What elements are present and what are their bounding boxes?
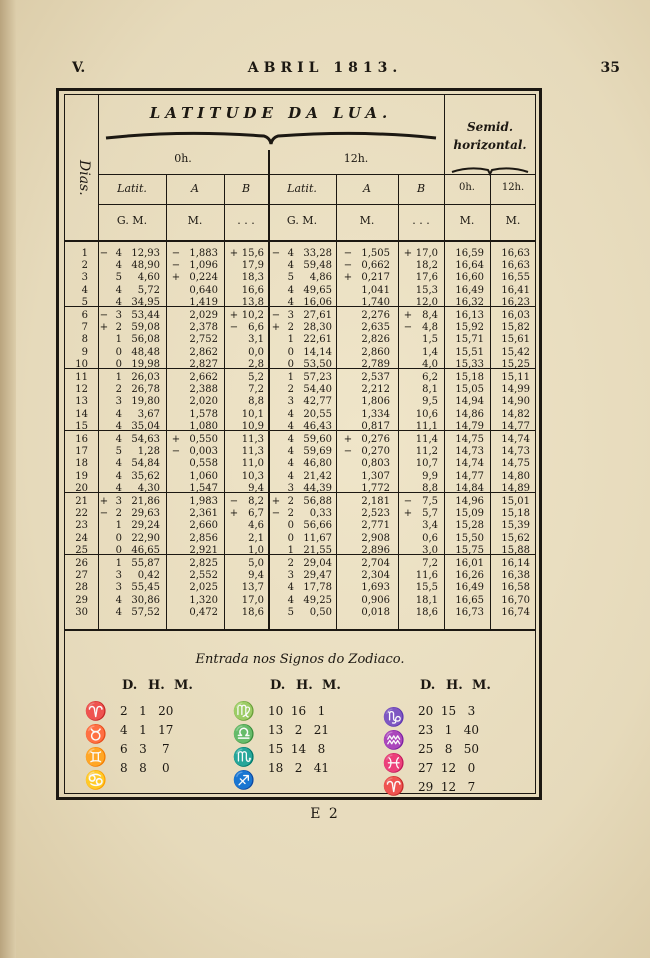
zodiac-sign-icon: ♈ [382,776,406,797]
block-2-a0: 2,029 2,378 2,752 2,862 2,827 [189,310,218,370]
zodiac-sign-icon: ♋ [84,770,108,791]
block-2-b0-sign: + − [229,310,239,334]
block-4-lat12-g: 4 4 4 4 3 [287,434,294,494]
block-1-a12: 1,505 0,662 0,217 1,041 1,740 [361,248,390,308]
block-6-lat0-m: 55,87 0,42 55,45 30,86 57,52 [131,558,160,618]
block-2-s0: 16,13 15,92 15,71 15,51 15,33 [455,310,484,370]
zodiac-sign-icon: ♎ [232,724,256,745]
block-1-b0-sign: + [229,248,239,259]
block-6-a0: 2,825 2,552 2,025 1,320 0,472 [189,558,218,618]
zodiac-sign-icon: ♒ [382,730,406,751]
block-1-lat0-m: 12,93 48,90 4,60 5,72 34,95 [131,248,160,308]
zodiac-group-2-header-2: H. [296,678,313,693]
block-1-s12: 16,63 16,63 16,55 16,41 16,23 [501,248,530,308]
zodiac-sign-icon: ♐ [232,770,256,791]
zodiac-sign-icon: ♊ [84,747,108,768]
block-3-a0: 2,662 2,388 2,020 1,578 1,080 [189,372,218,432]
zodiac-sign-icon: ♉ [84,724,108,745]
block-5-s12: 15,01 15,18 15,39 15,62 15,88 [501,496,530,556]
block-5-b0: 8,2 6,7 4,6 2,1 1,0 [248,496,264,556]
block-3-lat12-g: 1 2 3 4 4 [287,372,294,432]
block-3-lat0-m: 26,03 26,78 19,80 3,67 35,04 [131,372,160,432]
zodiac-group-1-header-2: H. [148,678,165,693]
zodiac-group-1-header-3: M. [174,678,193,693]
zodiac-title: Entrada nos Signos do Zodiaco. [195,652,405,667]
block-6-lat12-m: 29,04 29,47 17,78 49,25 0,50 [303,558,332,618]
col-line-4 [398,174,399,629]
block-5-b12-sign: − + [403,496,413,520]
page-title: ABRIL 1813. [247,60,403,76]
block-2-lat0-sign: − + [99,310,109,334]
block-2-lat12-m: 27,61 28,30 22,61 14,14 53,50 [303,310,332,370]
zodiac-entry-row: 4 1 17 [120,723,174,737]
block-4-b0: 11,3 11,3 11,0 10,3 9,4 [241,434,264,494]
col-line-2 [224,174,225,629]
table-bottom-line [64,629,536,631]
block-5-a0: 1,983 2,361 2,660 2,856 2,921 [189,496,218,556]
block-1-lat12-sign: − [271,248,281,259]
col-line-3 [336,174,337,629]
block-3-lat12-m: 57,23 54,40 42,77 20,55 46,43 [303,372,332,432]
block-3-a12: 2,537 2,212 1,806 1,334 0,817 [361,372,390,432]
block-6-s0: 16,01 16,26 16,49 16,65 16,73 [455,558,484,618]
block-1-b0: 15,6 17,9 18,3 16,6 13,8 [241,248,264,308]
sub-B-0h: B [241,182,251,195]
zodiac-group-2-header-1: D. [270,678,286,693]
zodiac-entry-row: 15 14 8 [268,742,326,756]
semid-title [444,118,536,154]
block-5-b12: 7,5 5,7 3,4 0,6 3,0 [422,496,438,556]
block-2-b12: 8,4 4,8 1,5 1,4 4,0 [422,310,438,370]
time-12h-label: 12h. [343,152,369,165]
zodiac-entry-row: 29 12 7 [418,780,476,794]
zodiac-entry-row: 27 12 0 [418,761,476,775]
zodiac-group-2-header-3: M. [322,678,341,693]
block-5-lat12-sign: + − [271,496,281,520]
unit-semid-12h: M. [505,214,521,227]
block-4-a12: 0,276 0,270 0,803 1,307 1,772 [361,434,390,494]
block-4-lat0-m: 54,63 1,28 54,84 35,62 4,30 [131,434,160,494]
block-4-s12: 14,74 14,73 14,75 14,80 14,89 [501,434,530,494]
header-bottom-line [64,240,536,242]
block-2-b12-sign: + − [403,310,413,334]
semid-line-2: horizontal. [453,138,527,152]
block-4-a12-sign: + − [343,434,353,458]
block-6-s12: 16,14 16,38 16,58 16,70 16,74 [501,558,530,618]
block-3-s12: 15,11 14,99 14,90 14,82 14,77 [501,372,530,432]
block-1-lat12-g: 4 4 5 4 4 [287,248,294,308]
brace-ornament [100,124,442,148]
zodiac-group-3-header-1: D. [420,678,436,693]
block-1-a0: 1,883 1,096 0,224 0,640 1,419 [189,248,218,308]
block-3-dias: 11 12 13 14 15 [75,372,88,432]
zodiac-entry-row: 6 3 7 [120,742,170,756]
block-2-a12: 2,276 2,635 2,826 2,860 2,789 [361,310,390,370]
zodiac-entry-row: 18 2 41 [268,761,330,775]
semid-12h-label: 12h. [501,182,525,193]
sub-latit-0h: Latit. [117,182,147,195]
semid-brace-ornament [450,164,530,176]
zodiac-group-1-header-1: D. [122,678,138,693]
zodiac-entry-row: 23 1 40 [418,723,480,737]
zodiac-entry-row: 25 8 50 [418,742,480,756]
block-4-s0: 14,75 14,73 14,74 14,77 14,84 [455,434,484,494]
block-6-b0: 5,0 9,4 13,7 17,0 18,6 [241,558,264,618]
block-3-b12: 6,2 8,1 9,5 10,6 11,1 [415,372,438,432]
block-5-b0-sign: − + [229,496,239,520]
unit-latit-12h: G. M. [286,214,318,227]
block-6-dias: 26 27 28 29 30 [75,558,88,618]
unit-B-12h: . . . [412,214,430,227]
block-1-a0-sign: − − + [171,248,181,284]
page-number: 35 [600,60,620,76]
block-1-s0: 16,59 16,64 16,60 16,49 16,32 [455,248,484,308]
unit-semid-0h: M. [459,214,475,227]
block-1-dias: 1 2 3 4 5 [81,248,88,308]
block-6-b12: 7,2 11,6 15,5 18,1 18,6 [415,558,438,618]
zodiac-entry-row: 8 8 0 [120,761,170,775]
zodiac-group-3-header-2: H. [446,678,463,693]
units-line [98,204,536,205]
block-1-lat0-sign: − [99,248,109,259]
zodiac-entry-row: 2 1 20 [120,704,174,718]
block-2-lat12-g: 3 2 1 0 0 [287,310,294,370]
time-0h-label: 0h. [174,152,192,165]
block-4-lat0-g: 4 5 4 4 4 [115,434,122,494]
latitude-title: LATITUDE DA LUA. [149,104,393,122]
sub-A-12h: A [363,182,371,195]
zodiac-sign-icon: ♍ [232,701,256,722]
block-5-lat0-m: 21,86 29,63 29,24 22,90 46,65 [131,496,160,556]
block-5-dias: 21 22 23 24 25 [75,496,88,556]
block-6-lat12-g: 2 3 4 4 5 [287,558,294,618]
block-5-lat12-g: 2 2 0 0 1 [287,496,294,556]
block-4-dias: 16 17 18 19 20 [75,434,88,494]
sub-A-0h: A [191,182,199,195]
semid-line-1: Semid. [466,120,514,134]
section-number: V. [72,60,86,76]
block-6-a12: 2,704 2,304 1,693 0,906 0,018 [361,558,390,618]
block-4-b12: 11,4 11,2 10,7 9,9 8,8 [415,434,438,494]
block-5-a12: 2,181 2,523 2,771 2,908 2,896 [361,496,390,556]
unit-B-0h: . . . [237,214,255,227]
block-2-lat0-m: 53,44 59,08 56,08 48,48 19,98 [131,310,160,370]
block-6-lat0-g: 1 3 3 4 4 [115,558,122,618]
block-5-lat12-m: 56,88 0,33 56,66 11,67 21,55 [303,496,332,556]
block-2-b0: 10,2 6,6 3,1 0,0 2,8 [241,310,264,370]
block-1-lat12-m: 33,28 59,48 4,86 49,65 16,06 [303,248,332,308]
block-3-b0: 5,2 7,2 8,8 10,1 10,9 [241,372,264,432]
dias-label: Dias. [76,160,92,196]
signature-mark: E 2 [310,806,340,822]
block-3-lat0-g: 1 2 3 4 4 [115,372,122,432]
semid-0h-label: 0h. [459,182,475,193]
block-5-s0: 14,96 15,09 15,28 15,50 15,75 [455,496,484,556]
block-2-lat12-sign: − + [271,310,281,334]
block-2-s12: 16,03 15,82 15,61 15,42 15,25 [501,310,530,370]
col-line-5 [490,174,491,629]
block-4-a0: 0,550 0,003 0,558 1,060 1,547 [189,434,218,494]
block-5-lat0-g: 3 2 1 0 0 [115,496,122,556]
unit-A-12h: M. [359,214,375,227]
block-1-lat0-g: 4 4 5 4 4 [115,248,122,308]
zodiac-sign-icon: ♑ [382,707,406,728]
block-4-a0-sign: + − [171,434,181,458]
block-1-a12-sign: − − + [343,248,353,284]
block-1-b12-sign: + [403,248,413,259]
block-2-lat0-g: 3 2 1 0 0 [115,310,122,370]
block-2-dias: 6 7 8 9 10 [75,310,88,370]
unit-A-0h: M. [187,214,203,227]
zodiac-entry-row: 13 2 21 [268,723,330,737]
block-1-b12: 17,0 18,2 17,6 15,3 12,0 [415,248,438,308]
sub-B-12h: B [416,182,426,195]
block-3-s0: 15,18 15,05 14,94 14,86 14,79 [455,372,484,432]
unit-latit-0h: G. M. [116,214,148,227]
zodiac-entry-row: 20 15 3 [418,704,476,718]
zodiac-sign-icon: ♓ [382,753,406,774]
col-line-1 [166,174,167,629]
block-4-lat12-m: 59,60 59,69 46,80 21,42 44,39 [303,434,332,494]
zodiac-sign-icon: ♏ [232,747,256,768]
zodiac-entry-row: 10 16 1 [268,704,326,718]
zodiac-sign-icon: ♈ [84,701,108,722]
block-5-lat0-sign: + − [99,496,109,520]
sub-latit-12h: Latit. [287,182,317,195]
zodiac-group-3-header-3: M. [472,678,491,693]
